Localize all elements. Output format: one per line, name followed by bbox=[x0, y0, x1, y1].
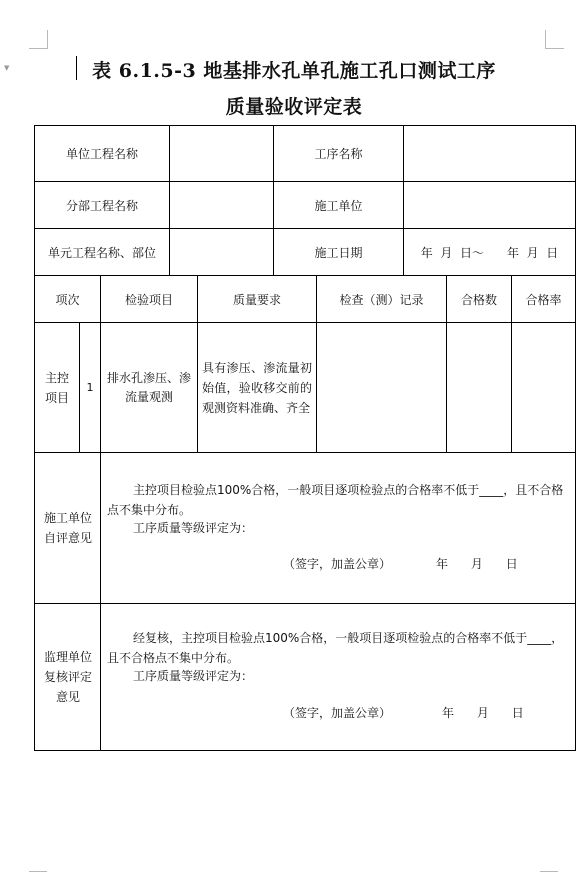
unit-project-value[interactable] bbox=[170, 126, 273, 181]
date-label: 施工日期 bbox=[314, 245, 363, 260]
supervisor-eval-grade: 工序质量等级评定为： bbox=[133, 669, 254, 683]
element-label: 单元工程名称、部位 bbox=[47, 245, 156, 260]
self-eval-grade: 工序质量等级评定为： bbox=[133, 521, 254, 535]
document-subtitle: 质量验收评定表 bbox=[225, 96, 363, 118]
main-item-check: 排水孔渗压、渗流量观测 bbox=[106, 370, 191, 404]
main-item-pass-count[interactable] bbox=[447, 323, 511, 452]
col-check-item: 检验项目 bbox=[124, 292, 173, 307]
col-item-no: 项次 bbox=[55, 292, 80, 307]
supervisor-eval-date: 年 月 日 bbox=[442, 706, 524, 720]
sub-project-label: 分部工程名称 bbox=[65, 198, 138, 213]
supervisor-eval-sign: （签字，加盖公章） bbox=[283, 706, 392, 720]
main-item-pass-rate[interactable] bbox=[512, 323, 575, 452]
self-eval-sign: （签字，加盖公章） bbox=[283, 557, 392, 571]
contractor-value[interactable] bbox=[404, 182, 575, 228]
col-pass-rate: 合格率 bbox=[525, 292, 562, 307]
self-eval-date: 年 月 日 bbox=[436, 557, 518, 571]
crop-mark-top-left bbox=[29, 30, 48, 49]
col-pass-count: 合格数 bbox=[460, 292, 497, 307]
contractor-label: 施工单位 bbox=[314, 198, 363, 213]
main-item-category: 主控项目 bbox=[44, 370, 69, 405]
element-value[interactable] bbox=[170, 229, 273, 275]
main-item-requirement: 具有渗压、渗流量初始值，验收移交前的观测资料准确、齐全 bbox=[202, 360, 312, 415]
col-requirement: 质量要求 bbox=[232, 292, 281, 307]
main-item-index: 1 bbox=[86, 381, 94, 394]
self-eval-text: 主控项目检验点100%合格，一般项目逐项检验点的合格率不低于____，且不合格点不集中分布。 bbox=[107, 483, 564, 517]
supervisor-eval-text: 经复核，主控项目检验点100%合格，一般项目逐项检验点的合格率不低于____，且不合格点不集中分布。 bbox=[107, 631, 564, 665]
crop-mark-top-right bbox=[545, 30, 564, 49]
crop-mark-bottom-left bbox=[29, 871, 47, 872]
sub-project-value[interactable] bbox=[170, 182, 273, 228]
unit-project-label: 单位工程名称 bbox=[65, 147, 138, 161]
supervisor-eval-label: 监理单位复核评定意见 bbox=[43, 650, 92, 704]
process-name-label: 工序名称 bbox=[314, 147, 363, 161]
main-item-record[interactable] bbox=[317, 323, 446, 452]
document-title: 表 6.1.5-3 地基排水孔单孔施工孔口测试工序 bbox=[92, 60, 496, 82]
date-value[interactable]: 年 月 日～ 年 月 日 bbox=[420, 245, 559, 260]
self-eval-label: 施工单位自评意见 bbox=[43, 511, 92, 545]
process-name-value[interactable] bbox=[404, 126, 575, 181]
paragraph-collapse-arrow-icon[interactable]: ▼ bbox=[4, 64, 10, 72]
crop-mark-bottom-right bbox=[540, 871, 558, 872]
col-record: 检查（测）记录 bbox=[339, 292, 424, 307]
